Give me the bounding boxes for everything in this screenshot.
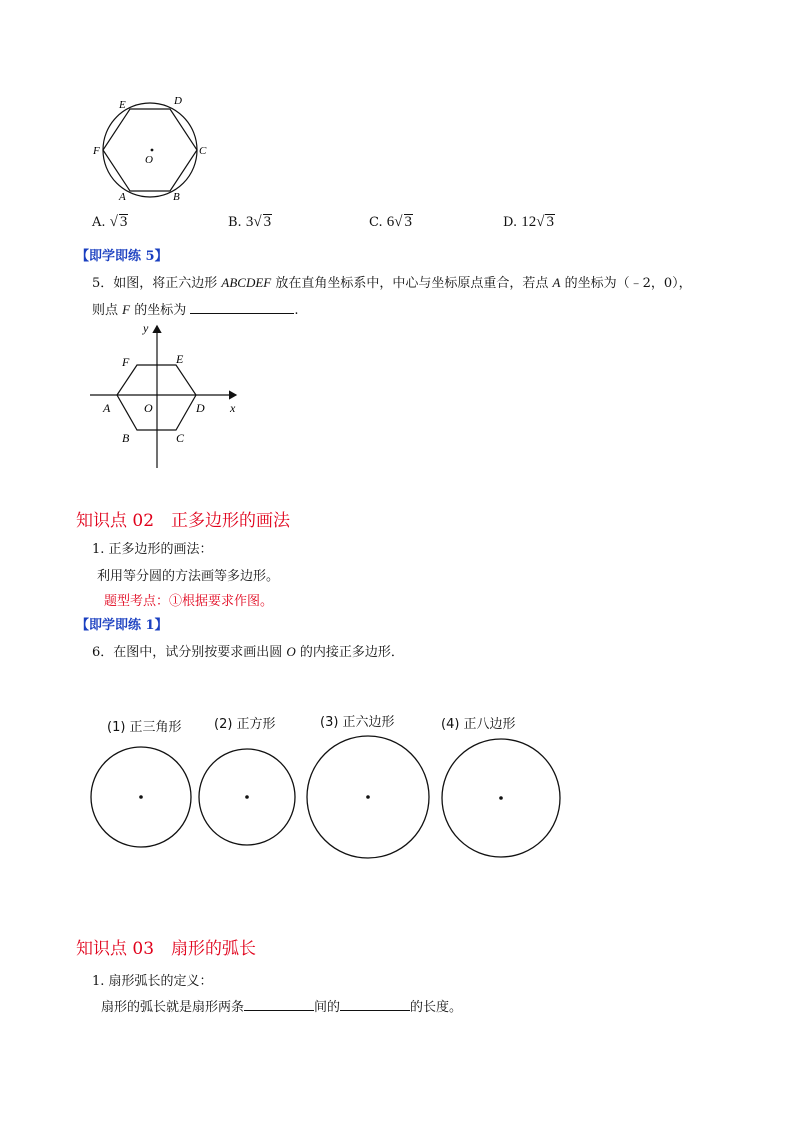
label-y: y — [143, 321, 149, 335]
option-b[interactable]: B. 3√ 3 — [228, 214, 272, 230]
label-D2: D — [196, 401, 205, 415]
section-02-title: 知识点 02 正多边形的画法 — [76, 511, 291, 531]
label-B2: B — [122, 431, 130, 445]
circles-figure — [85, 730, 605, 865]
section-03-title: 知识点 03 扇形的弧长 — [76, 939, 257, 959]
option-d[interactable]: D. 12√ 3 — [503, 214, 554, 230]
section-02-item1: 1. 正多边形的画法： — [92, 542, 213, 557]
hexagon-axes-figure — [88, 318, 258, 470]
circle-label-1: (1) 正三角形 — [107, 720, 182, 735]
label-A: A — [119, 191, 126, 203]
label-C: C — [199, 145, 207, 157]
question-5-line2: 则点 F 的坐标为 . — [92, 302, 299, 318]
exam-point: 题型考点：①根据要求作图。 — [104, 594, 274, 609]
circle-label-2: (2) 正方形 — [214, 717, 276, 732]
answer-blank-1[interactable] — [244, 1009, 314, 1011]
label-D: D — [174, 95, 182, 107]
section-02-body: 利用等分圆的方法画等多边形。 — [97, 569, 280, 584]
practice5-tag: 【即学即练 5】 — [76, 249, 168, 264]
hexagon-circle-figure — [90, 90, 215, 205]
practice1-tag: 【即学即练 1】 — [76, 618, 168, 633]
circle-label-4: (4) 正八边形 — [441, 717, 516, 732]
section-03-item1: 1. 扇形弧长的定义： — [92, 974, 213, 989]
circle-label-3: (3) 正六边形 — [320, 715, 395, 730]
question-5-line1: 5．如图，将正六边形 ABCDEF 放在直角坐标系中，中心与坐标原点重合，若点 A 的坐标为（﹣2，0）， — [92, 275, 692, 291]
answer-blank-q5[interactable] — [190, 312, 294, 314]
option-c[interactable]: C. 6√ 3 — [369, 214, 412, 230]
answer-blank-2[interactable] — [340, 1009, 410, 1011]
section-03-body: 扇形的弧长就是扇形两条 间的 的长度。 — [101, 1000, 463, 1015]
label-x: x — [230, 401, 236, 415]
label-F: F — [93, 145, 100, 157]
option-a[interactable]: A. √ 3 — [92, 214, 128, 230]
label-C2: C — [176, 431, 185, 445]
label-F2: F — [122, 355, 130, 369]
label-O2: O — [144, 401, 153, 415]
label-A2: A — [103, 401, 111, 415]
label-B: B — [173, 191, 180, 203]
question-6: 6．在图中，试分别按要求画出圆 O 的内接正多边形． — [92, 644, 404, 660]
label-E2: E — [176, 352, 184, 366]
label-O: O — [145, 154, 153, 166]
label-E: E — [119, 99, 126, 111]
